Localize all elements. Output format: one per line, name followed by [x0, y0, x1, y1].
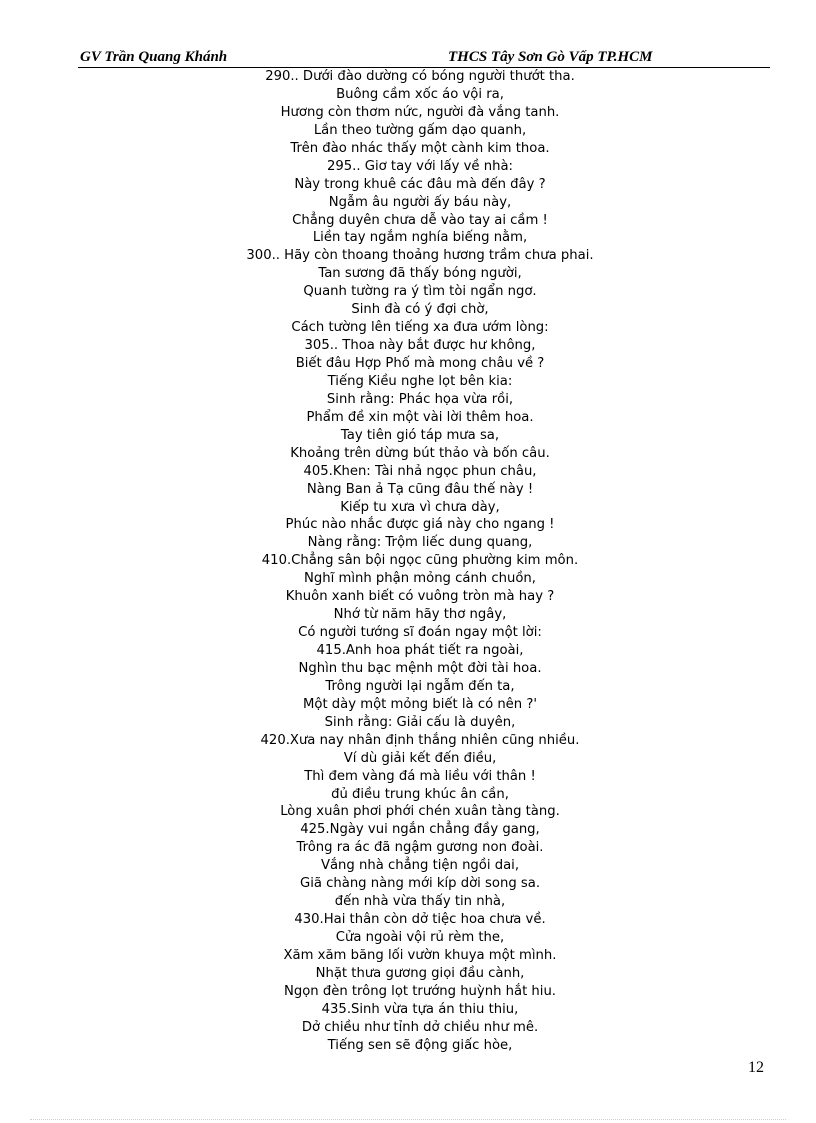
poem-line: Giã chàng nàng mới kíp dời song sa. [299, 876, 541, 892]
poem-line: Lòng xuân phơi phới chén xuân tàng tàng. [280, 804, 560, 820]
poem-line: 295.. Giơ tay với lấy về nhà: [327, 158, 513, 174]
poem-line: Kiếp tu xưa vì chưa dày, [340, 499, 500, 515]
poem-line: Sinh rằng: Phác họa vừa rồi, [326, 391, 514, 407]
poem-line: đủ điều trung khúc ân cần, [331, 786, 509, 802]
poem-line: Phẩm đề xin một vài lời thêm hoa. [306, 409, 534, 425]
poem-line: Biết đâu Hợp Phố mà mong châu về ? [295, 356, 545, 371]
poem-line: Phúc nào nhắc được giá này cho ngang ! [285, 517, 555, 533]
poem-line: Này trong khuê các đâu mà đến đây ? [294, 176, 546, 192]
page-number: 12 [748, 1059, 764, 1076]
poem-text [120, 68, 720, 1055]
poem-line: Tiếng Kiều nghe lọt bên kia: [327, 373, 513, 389]
poem-line: Lần theo tường gấm dạo quanh, [313, 122, 527, 138]
poem-line: Trên đào nhác thấy một cành kim thoa. [290, 140, 550, 156]
poem-line: Chẳng duyên chưa dễ vào tay ai cầm ! [292, 212, 548, 228]
poem-line: Xăm xăm băng lối vườn khuya một mình. [283, 947, 557, 963]
poem-line: 425.Ngày vui ngắn chẳng đầy gang, [300, 822, 540, 838]
poem-line: Nhớ từ năm hãy thơ ngây, [333, 607, 507, 623]
poem-line: Hương còn thơm nức, người đà vắng tanh. [280, 104, 560, 120]
poem-line: Ngẫm âu người ấy báu này, [328, 194, 512, 210]
poem-line: Khoảng trên dừng bút thảo và bốn câu. [290, 445, 550, 461]
poem-line: Nhặt thưa gương giọi đầu cành, [315, 965, 525, 981]
poem-line: 305.. Thoa này bắt được hư không, [304, 338, 536, 354]
poem-line: 415.Anh hoa phát tiết ra ngoài, [316, 643, 524, 658]
poem-line: 290.. Dưới đào dường có bóng người thướt tha. [265, 69, 575, 84]
poem-line: Buông cầm xốc áo vội ra, [336, 86, 504, 102]
poem-line: Khuôn xanh biết có vuông tròn mà hay ? [285, 589, 555, 605]
poem-line: Tiếng sen sẽ động giấc hòe, [327, 1037, 513, 1053]
poem-line: Ngọn đèn trông lọt trướng huỳnh hắt hiu. [283, 983, 557, 999]
poem-line: đến nhà vừa thấy tin nhà, [334, 894, 506, 910]
poem-line: Có người tướng sĩ đoán ngay một lời: [298, 625, 542, 641]
poem-line: Tan sương đã thấy bóng người, [318, 266, 522, 282]
poem-line: 410.Chẳng sân bội ngọc cũng phường kim môn. [261, 553, 579, 569]
poem-line: Quanh tường ra ý tìm tòi ngẩn ngơ. [303, 284, 537, 300]
poem-line: Nàng Ban ả Tạ cũng đâu thế này ! [306, 481, 534, 497]
poem-line: Liền tay ngắm nghía biếng nằm, [312, 230, 528, 246]
poem-line: Nàng rằng: Trộm liếc dung quang, [307, 535, 533, 551]
header-school-name: THCS Tây Sơn Gò Vấp TP.HCM [448, 49, 653, 65]
poem-line: Nghìn thu bạc mệnh một đời tài hoa. [298, 660, 542, 676]
poem-line: Ví dù giải kết đến điều, [343, 750, 497, 766]
poem-line: Dở chiều như tỉnh dở chiều như mê. [301, 1019, 539, 1035]
poem-line: Trông người lại ngẫm đến ta, [325, 678, 515, 694]
poem-line: 405.Khen: Tài nhả ngọc phun châu, [303, 463, 537, 479]
poem-line: 435.Sinh vừa tựa án thiu thiu, [321, 1001, 519, 1017]
poem-line: 420.Xưa nay nhân định thắng nhiên cũng nhiều. [260, 732, 580, 748]
poem-line: Trông ra ác đã ngậm gương non đoài. [296, 840, 544, 856]
poem-line: Tay tiên gió táp mưa sa, [340, 427, 500, 443]
poem-line: Vắng nhà chẳng tiện ngồi dai, [320, 858, 520, 874]
poem-line: Nghĩ mình phận mỏng cánh chuồn, [304, 571, 536, 587]
poem-line: Thì đem vàng đá mà liều với thân ! [304, 768, 536, 784]
poem-line: Cách tường lên tiếng xa đưa ướm lòng: [291, 320, 549, 336]
poem-line: Sinh rằng: Giải cấu là duyên, [324, 714, 516, 730]
poem-line: Một dày một mỏng biết là có nên ?' [303, 696, 537, 712]
page-header [78, 49, 770, 69]
poem-line: Sinh đà có ý đợi chờ, [351, 302, 489, 318]
poem-line: 430.Hai thân còn dở tiệc hoa chưa về. [294, 912, 546, 928]
poem-line: Cửa ngoài vội rủ rèm the, [335, 930, 505, 945]
page-bottom-rule [30, 1119, 786, 1120]
poem-line: 300.. Hãy còn thoang thoảng hương trầm chưa phai. [246, 248, 594, 264]
header-teacher-name: GV Trần Quang Khánh [80, 49, 228, 65]
